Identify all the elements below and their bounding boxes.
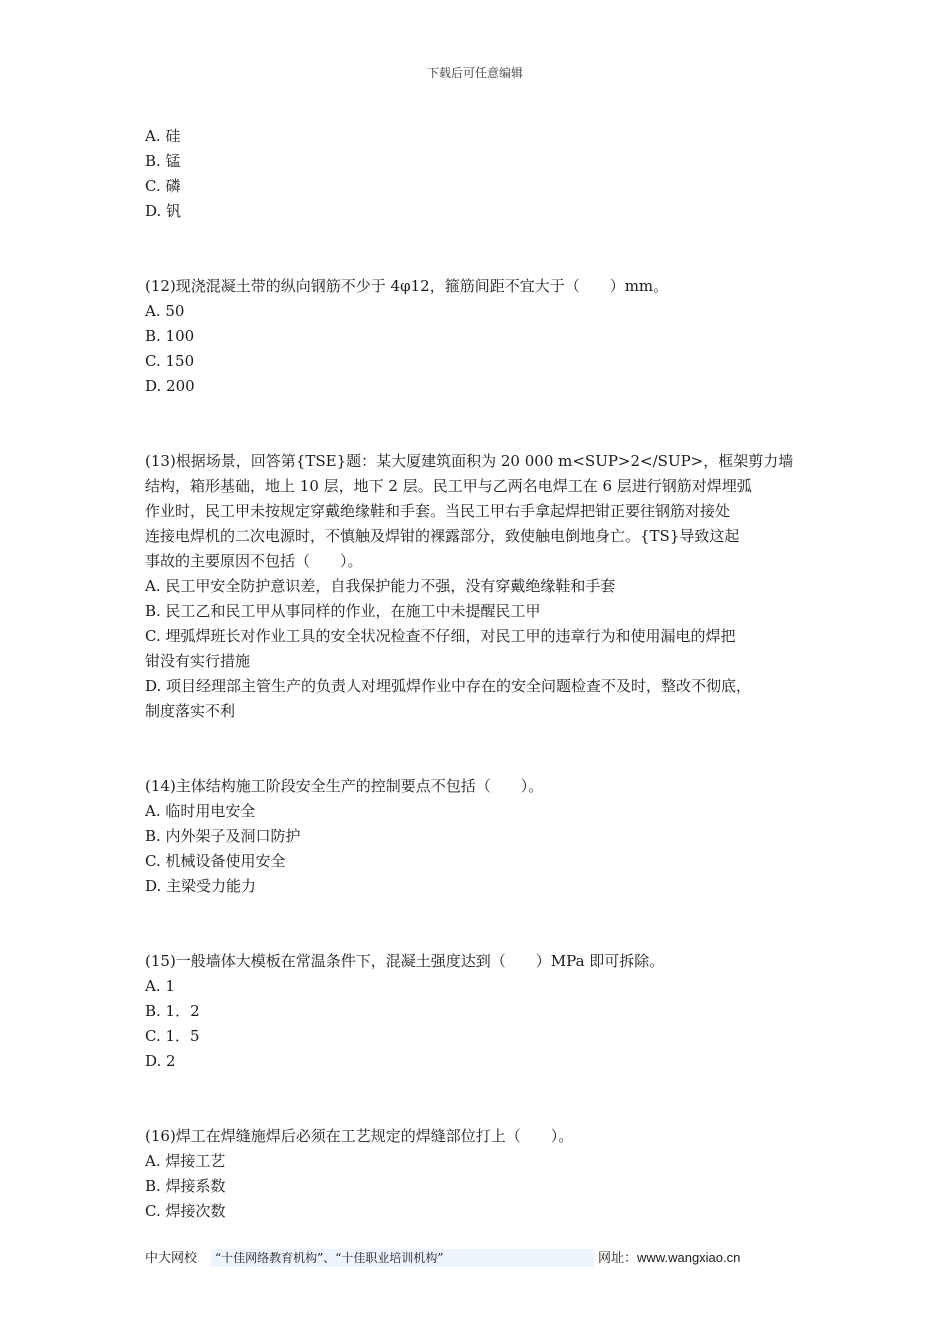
option-c: C. 1．5 bbox=[145, 1027, 200, 1045]
option-a: A. 临时用电安全 bbox=[145, 802, 256, 820]
footer-site-label: 网址： bbox=[598, 1251, 638, 1266]
option-c: C. 埋弧焊班长对作业工具的安全状况检查不仔细，对民工甲的违章行为和使用漏电的焊把 bbox=[145, 627, 736, 645]
prev-question bbox=[145, 124, 820, 224]
question-stem: (12)现浇混凝土带的纵向钢筋不少于 4φ12，箍筋间距不宜大于（ ）mm。 bbox=[145, 277, 669, 295]
option-b: B. 锰 bbox=[145, 152, 181, 170]
page-footer bbox=[145, 1249, 765, 1268]
footer-slogan: “十佳网络教育机构”、“十佳职业培训机构” bbox=[211, 1249, 594, 1267]
option-b: B. 1．2 bbox=[145, 1002, 200, 1020]
question-stem: 作业时，民工甲未按规定穿戴绝缘鞋和手套。当民工甲右手拿起焊把钳正要往钢筋对接处 bbox=[145, 502, 731, 520]
question-15 bbox=[145, 949, 820, 1074]
option-a: A. 硅 bbox=[145, 127, 181, 145]
footer-brand: 中大网校 bbox=[145, 1251, 198, 1266]
option-b: B. 焊接系数 bbox=[145, 1177, 226, 1195]
footer-site-link[interactable]: www.wangxiao.cn bbox=[637, 1250, 741, 1265]
option-d-cont: 制度落实不利 bbox=[145, 702, 236, 720]
option-d: D. 200 bbox=[145, 377, 195, 395]
option-a: A. 1 bbox=[145, 977, 175, 995]
option-d: D. 2 bbox=[145, 1052, 176, 1070]
option-b: B. 民工乙和民工甲从事同样的作业，在施工中未提醒民工甲 bbox=[145, 602, 541, 620]
option-b: B. 100 bbox=[145, 327, 195, 345]
question-stem: 事故的主要原因不包括（ ）。 bbox=[145, 552, 363, 570]
question-16 bbox=[145, 1124, 820, 1224]
question-stem: (15)一般墙体大模板在常温条件下，混凝土强度达到（ ）MPa 即可拆除。 bbox=[145, 952, 665, 970]
option-d: D. 钒 bbox=[145, 202, 182, 220]
question-stem: (14)主体结构施工阶段安全生产的控制要点不包括（ ）。 bbox=[145, 777, 544, 795]
page-header: 下载后可任意编辑 bbox=[426, 66, 523, 80]
option-d: D. 主梁受力能力 bbox=[145, 877, 257, 895]
question-stem: 连接电焊机的二次电源时，不慎触及焊钳的裸露部分，致使触电倒地身亡。{TS}导致这起 bbox=[145, 527, 740, 545]
document-body bbox=[145, 124, 820, 1224]
option-a: A. 50 bbox=[145, 302, 185, 320]
question-stem: 结构，箱形基础，地上 10 层，地下 2 层。民工甲与乙两名电焊工在 6 层进行钢筋对焊埋弧 bbox=[145, 477, 752, 495]
question-12 bbox=[145, 274, 820, 399]
option-d: D. 项目经理部主管生产的负责人对埋弧焊作业中存在的安全问题检查不及时，整改不彻底， bbox=[145, 677, 752, 695]
question-stem: (16)焊工在焊缝施焊后必须在工艺规定的焊缝部位打上（ ）。 bbox=[145, 1127, 574, 1145]
option-b: B. 内外架子及洞口防护 bbox=[145, 827, 301, 845]
option-a: A. 焊接工艺 bbox=[145, 1152, 226, 1170]
question-13 bbox=[145, 449, 820, 724]
question-stem: (13)根据场景，回答第{TSE}题：某大厦建筑面积为 20 000 m<SUP>2</SUP>，框架剪力墙 bbox=[145, 452, 794, 470]
question-14 bbox=[145, 774, 820, 899]
option-c: C. 机械设备使用安全 bbox=[145, 852, 286, 870]
option-c-cont: 钳没有实行措施 bbox=[145, 652, 251, 670]
option-c: C. 焊接次数 bbox=[145, 1202, 226, 1220]
option-c: C. 磷 bbox=[145, 177, 181, 195]
option-a: A. 民工甲安全防护意识差，自我保护能力不强，没有穿戴绝缘鞋和手套 bbox=[145, 577, 616, 595]
option-c: C. 150 bbox=[145, 352, 195, 370]
